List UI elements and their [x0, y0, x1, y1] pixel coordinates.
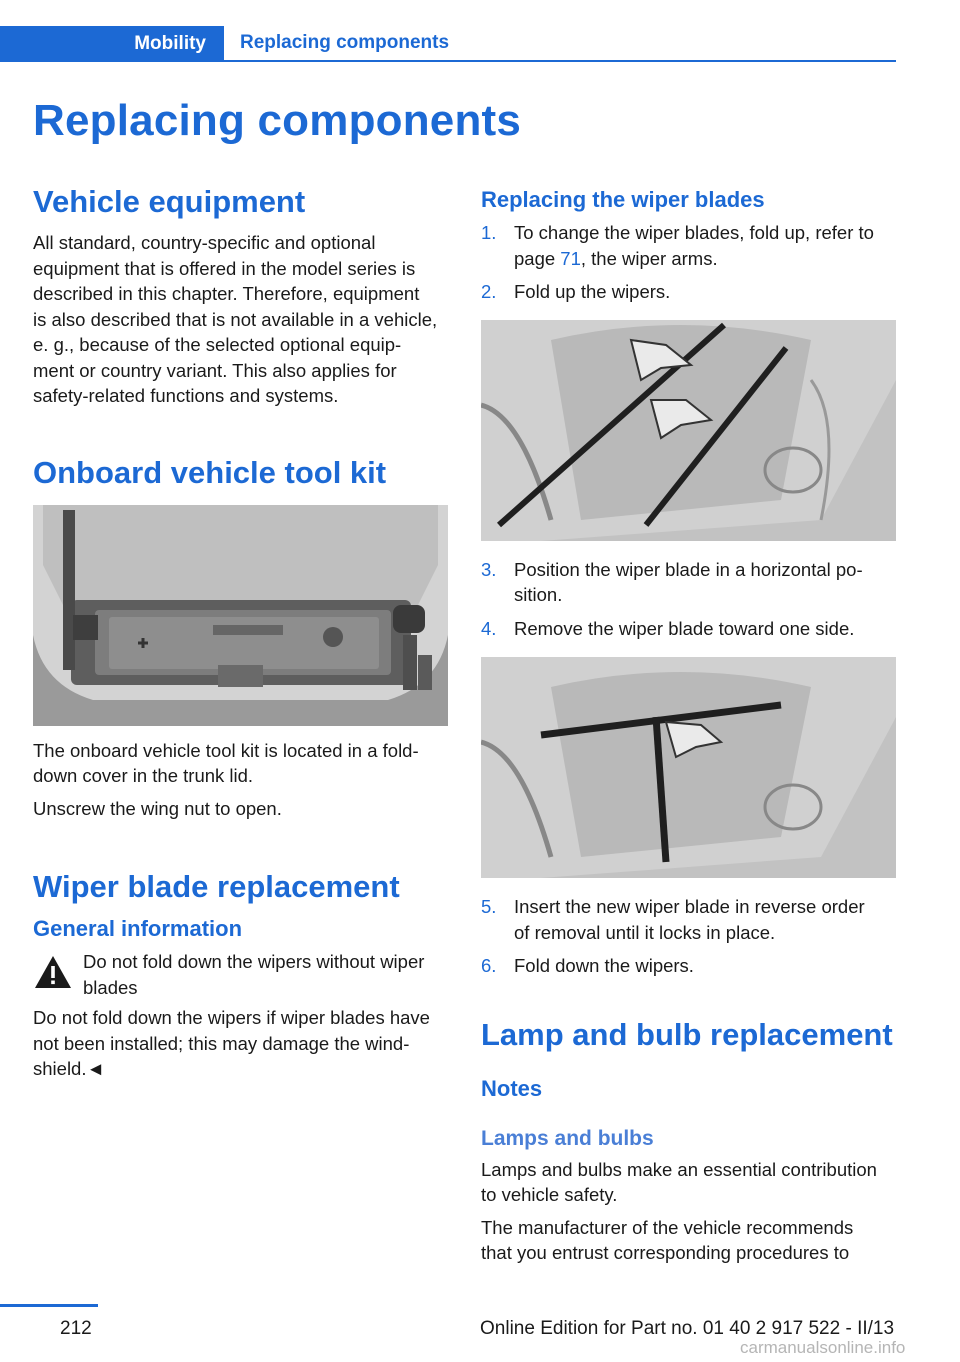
- page-link-71[interactable]: 71: [560, 247, 581, 269]
- lamps-text-2: The manufacturer of the vehicle recommends that you entrust corresponding procedures to: [481, 1216, 854, 1263]
- step-6: 6. Fold down the wipers.: [481, 955, 694, 976]
- heading-notes: Notes: [481, 1075, 543, 1101]
- step-3: 3. Position the wiper blade in a horizontal po- sition.: [481, 558, 863, 605]
- heading-lamp-bulb-replacement: Lamp and bulb replacement: [481, 1016, 893, 1052]
- page-title: Replacing components: [33, 96, 522, 145]
- heading-general-information: General information: [33, 916, 243, 941]
- header-title: Replacing components: [240, 32, 450, 53]
- warning-block: [33, 949, 449, 1000]
- header-rule: [224, 60, 896, 62]
- step-5: 5. Insert the new wiper blade in reverse order of removal until it locks in place.: [481, 896, 865, 943]
- page-header: [0, 26, 896, 62]
- page-number: 212: [60, 1318, 92, 1339]
- heading-lamps-and-bulbs: Lamps and bulbs: [481, 1126, 654, 1150]
- step-1: 1. To change the wiper blades, fold up, refer to page 71, the wiper arms.: [481, 222, 874, 269]
- step-4: 4. Remove the wiper blade toward one side.: [481, 617, 855, 639]
- steps-list-2: [481, 557, 897, 642]
- edition-text: Online Edition for Part no. 01 40 2 917 522 - II/13: [480, 1318, 895, 1339]
- heading-wiper-replacement: Wiper blade replacement: [33, 869, 400, 904]
- heading-vehicle-equipment: Vehicle equipment: [33, 184, 306, 219]
- vehicle-equipment-text: All standard, country-specific and optional equipment that is offered in the model series is described in this chapter. Therefore, equipment is also described that is not available in a vehicle, e. g., because of the selected optional equip- ment or country variant. This also applies for safety-related functions and systems.: [33, 232, 438, 406]
- heading-replacing-wiper-blades: Replacing the wiper blades: [481, 187, 765, 212]
- tool-kit-image: [33, 505, 448, 726]
- tool-kit-open-text: Unscrew the wing nut to open.: [33, 797, 282, 819]
- warning-icon: [33, 954, 73, 990]
- right-column: [481, 180, 897, 1266]
- lamps-text-1: Lamps and bulbs make an essential contribution to vehicle safety.: [481, 1158, 877, 1205]
- watermark: carmanualsonline.info: [740, 1338, 906, 1357]
- step-2: 2. Fold up the wipers.: [481, 281, 671, 302]
- footer-rule: [0, 1304, 98, 1307]
- steps-list-1: [481, 220, 897, 305]
- wiper-blade-removal-image: [481, 657, 896, 878]
- steps-list-3: [481, 894, 897, 979]
- heading-tool-kit: Onboard vehicle tool kit: [33, 454, 387, 490]
- section-tab[interactable]: Mobility: [0, 26, 224, 62]
- tool-kit-text: The onboard vehicle tool kit is located in a fold- down cover in the trunk lid.: [33, 739, 419, 786]
- wiper-warning-detail: Do not fold down the wipers if wiper blades have not been installed; this may damage the wind- shield.◄: [33, 1007, 430, 1079]
- warning-text: Do not fold down the wipers without wiper blades: [83, 951, 425, 998]
- wipers-folded-up-image: [481, 320, 896, 541]
- left-column: [33, 180, 449, 1082]
